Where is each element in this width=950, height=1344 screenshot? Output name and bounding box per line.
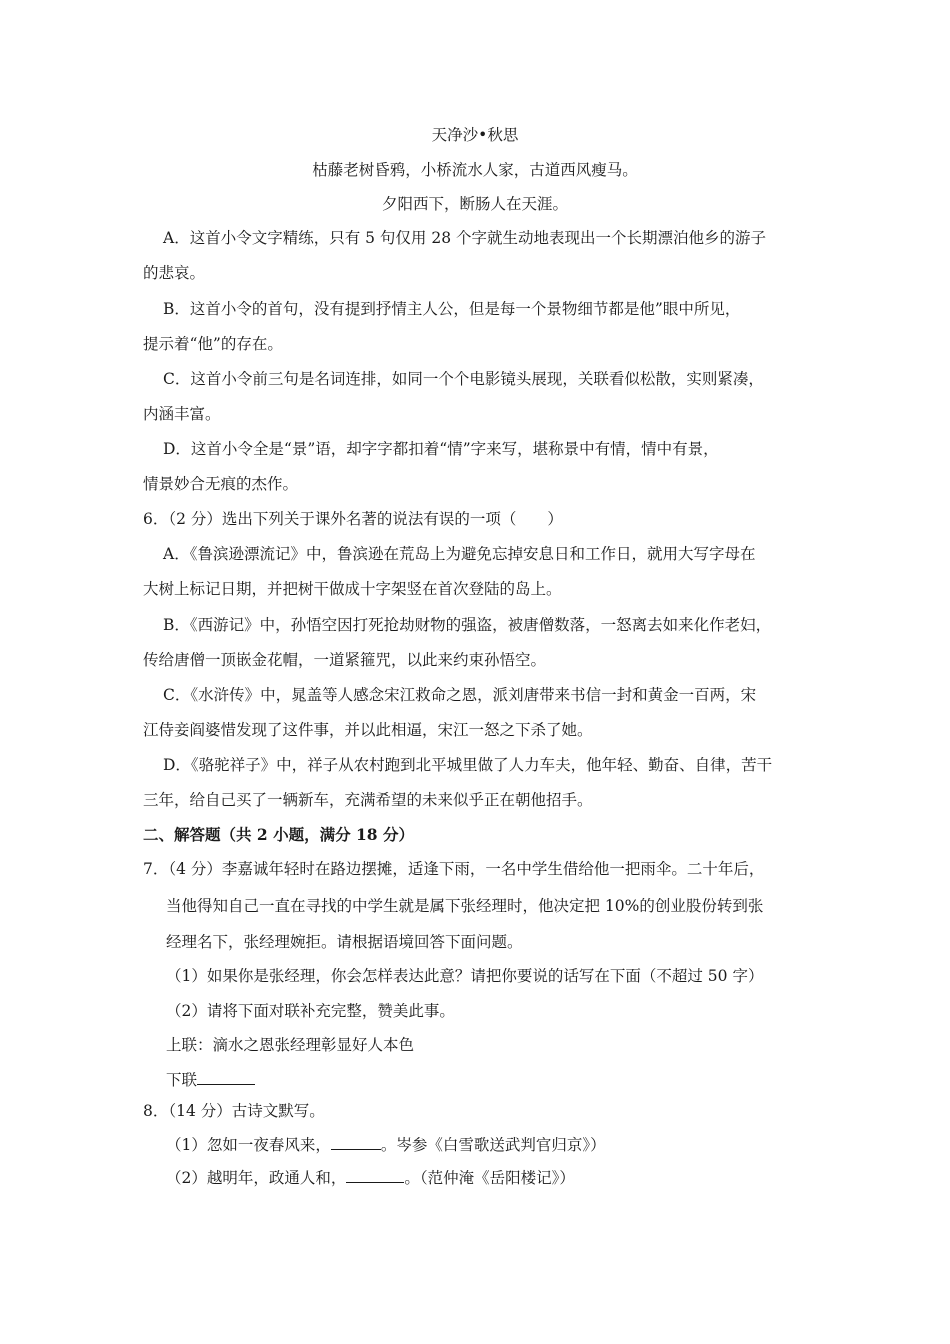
q8-sub1-prefix: （1）忽如一夜春风来， [166, 1136, 331, 1154]
q5-option-d-line2: 情景妙合无痕的杰作。 [143, 475, 299, 493]
q6-option-b-line1: B．《西游记》中，孙悟空因打死抢劫财物的强盗，被唐僧数落，一怒离去如来化作老妇， [163, 616, 772, 634]
q8-sub-question-2 [166, 1166, 575, 1189]
q6-option-a-line2: 大树上标记日期，并把树干做成十字架竖在首次登陆的岛上。 [143, 580, 562, 598]
couplet-answer-blank[interactable] [197, 1068, 255, 1085]
q6-stem: 6．（2 分）选出下列关于课外名著的说法有误的一项（ ） [143, 510, 563, 528]
q7-stem-line2: 当他得知自己一直在寻找的中学生就是属下张经理时，他决定把 10%的创业股份转到张 [166, 897, 764, 915]
q5-option-c-line2: 内涵丰富。 [143, 405, 221, 423]
poem-line-2: 夕阳西下，断肠人在天涯。 [381, 195, 568, 213]
q5-option-c-line1: C．这首小令前三句是名词连排，如同一个个电影镜头展现，关联看似松散，实则紧凑， [163, 370, 764, 388]
q8-stem: 8．（14 分）古诗文默写。 [143, 1102, 325, 1120]
q8-sub1-answer-blank[interactable] [331, 1133, 381, 1150]
q8-sub1-suffix: 。岑参《白雪歌送武判官归京》） [380, 1136, 606, 1154]
q5-option-b-line2: 提示着“他”的存在。 [143, 335, 283, 353]
poem-title: 天净沙•秋思 [431, 126, 519, 144]
q6-option-b-line2: 传给唐僧一顶嵌金花帽，一道紧箍咒，以此来约束孙悟空。 [143, 651, 547, 669]
q8-sub2-prefix: （2）越明年，政通人和， [166, 1169, 347, 1187]
section-heading: 二、解答题（共 2 小题，满分 18 分） [143, 825, 414, 844]
couplet-lower [166, 1068, 255, 1091]
q8-sub2-suffix: 。（范仲淹《岳阳楼记》） [404, 1169, 575, 1187]
couplet-upper: 上联：滴水之恩张经理彰显好人本色 [166, 1036, 415, 1054]
q6-option-a-line1: A．《鲁滨逊漂流记》中，鲁滨逊在荒岛上为避免忘掉安息日和工作日，就用大写字母在 [163, 545, 756, 563]
q6-option-d-line2: 三年，给自己买了一辆新车，充满希望的未来似乎正在朝他招手。 [143, 791, 593, 809]
q5-option-b-line1: B．这首小令的首句，没有提到抒情主人公，但是每一个景物细节都是他”眼中所见， [163, 300, 741, 318]
q6-option-d-line1: D．《骆驼祥子》中，祥子从农村跑到北平城里做了人力车夫，他年轻、勤奋、自律，苦干 [163, 756, 773, 774]
poem-line-1: 枯藤老树昏鸦，小桥流水人家，古道西风瘦马。 [312, 161, 638, 179]
q8-sub-question-1 [166, 1133, 606, 1156]
q7-stem-line3: 经理名下，张经理婉拒。请根据语境回答下面问题。 [166, 933, 523, 951]
q6-option-c-line1: C．《水浒传》中，晁盖等人感念宋江救命之恩，派刘唐带来书信一封和黄金一百两，宋 [163, 686, 757, 704]
couplet-lower-label: 下联 [166, 1071, 198, 1089]
q7-stem-line1: 7．（4 分）李嘉诚年轻时在路边摆摊，适逢下雨，一名中学生借给他一把雨伞。二十年后， [143, 860, 765, 878]
q5-option-a-line1: A．这首小令文字精练，只有 5 句仅用 28 个字就生动地表现出一个长期漂泊他乡的游子 [163, 229, 766, 247]
q5-option-d-line1: D．这首小令全是“景”语，却字字都扣着“情”字来写，堪称景中有情，情中有景， [163, 440, 719, 458]
q8-sub2-answer-blank[interactable] [346, 1166, 404, 1183]
q6-option-c-line2: 江侍妾阎婆惜发现了这件事，并以此相逼，宋江一怒之下杀了她。 [143, 721, 593, 739]
q5-option-a-line2: 的悲哀。 [143, 264, 206, 282]
q7-sub-question-1: （1）如果你是张经理，你会怎样表达此意？请把你要说的话写在下面（不超过 50 字） [166, 967, 764, 985]
q7-sub-question-2: （2）请将下面对联补充完整，赞美此事。 [166, 1002, 455, 1020]
